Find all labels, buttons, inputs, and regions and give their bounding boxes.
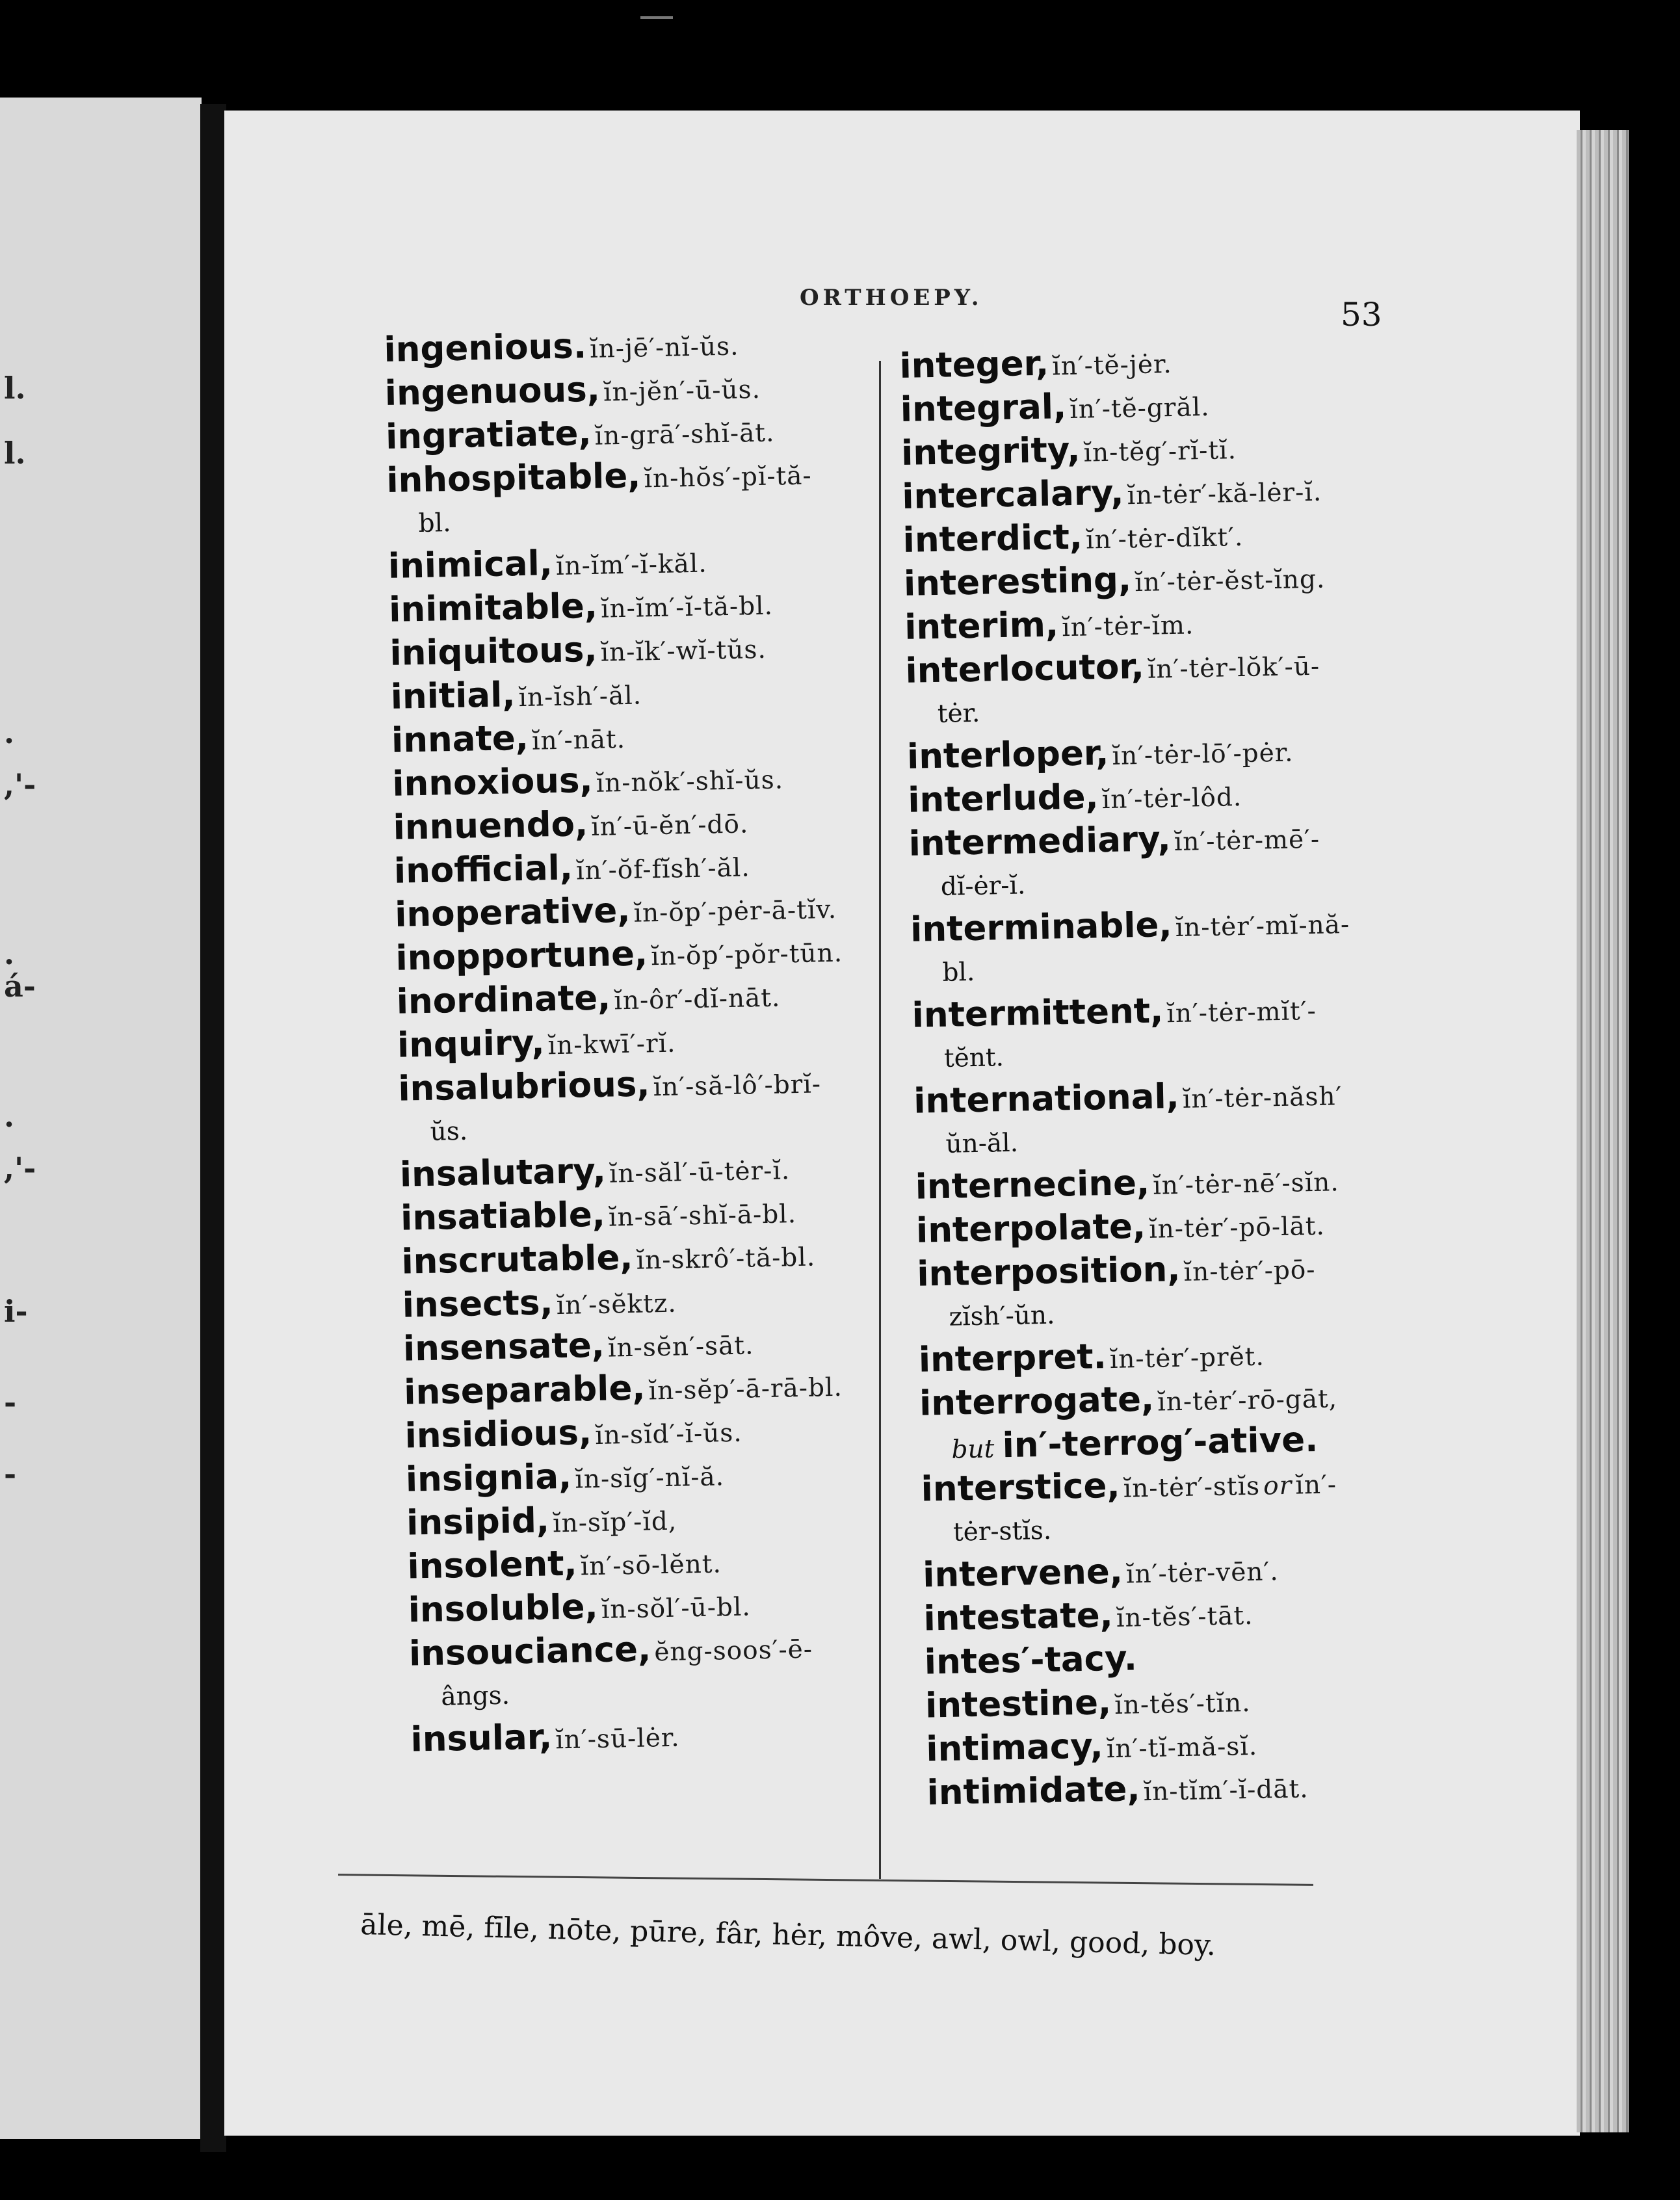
entry-pronunciation: ĭn-ĭk′-wĭ-tŭs. [600, 635, 767, 668]
dictionary-entry [910, 902, 1393, 997]
entry-headword: interesting, [903, 560, 1132, 604]
entry-headword: inimical, [387, 543, 553, 586]
entry-pronunciation: ĭn-ŏp′-pŏr-tūn. [650, 938, 843, 972]
entry-headword: insects, [402, 1283, 554, 1326]
entry-or: or [1263, 1471, 1293, 1501]
facing-page-fragment: á- [4, 969, 36, 1004]
entry-headword: intimidate, [926, 1769, 1141, 1813]
entry-headword: insalutary, [399, 1151, 607, 1195]
entry-derived-headword: in′-terrog′-ative. [1002, 1419, 1319, 1466]
entry-pronunciation: ĭn-tėr′-mĭ-nă- [1175, 910, 1350, 943]
entry-pronunciation: ĭn-ĭm′-ĭ-tă-bl. [600, 591, 774, 624]
facing-page-fragment: i- [4, 1294, 28, 1329]
entry-continuation: bl. [418, 508, 451, 539]
entry-continuation: ŭn-ăl. [945, 1128, 1019, 1159]
entry-pronunciation: ĭn-grā′-shĭ-āt. [594, 418, 775, 451]
entry-headword: inscrutable, [400, 1237, 634, 1282]
entry-pronunciation: ĭn′-tĭ-mă-sĭ. [1106, 1731, 1258, 1764]
entry-headword: intestate, [923, 1595, 1114, 1639]
entry-pronunciation: ĭn′-tėr-dĭkt′. [1085, 522, 1244, 555]
entry-headword: insoluble, [408, 1587, 599, 1630]
page-stack-edge [1577, 130, 1629, 2132]
dictionary-entry [410, 1712, 876, 1765]
entry-pronunciation: ĭn-hŏs′-pĭ-tă- [644, 461, 813, 494]
entry-headword: inoperative, [394, 890, 631, 935]
entry-pronunciation: ĭn′-sō-lĕnt. [580, 1549, 722, 1582]
entry-headword: interlocutor, [904, 646, 1145, 691]
entry-pronunciation: ĭn-sĕp′-ā-rā-bl. [648, 1372, 843, 1406]
entry-continuation: bl. [942, 957, 975, 988]
entry-headword: initial, [390, 675, 516, 717]
entry-pronunciation: ĭn′-să-lô′-brĭ- [653, 1069, 822, 1103]
entry-headword: interlude, [907, 777, 1099, 820]
entry-pronunciation: ĭn′-tėr-vēn′. [1125, 1557, 1280, 1590]
entry-pronunciation: ĭn-skrô′-tă-bl. [636, 1242, 816, 1276]
entry-pronunciation: ĭn-tėr′-pō- [1183, 1255, 1316, 1287]
entry-pronunciation: ĭn′-ū-ĕn′-dō. [590, 809, 749, 843]
entry-headword: integrity, [900, 430, 1081, 473]
dictionary-entry [917, 1247, 1399, 1342]
facing-page-fragment: ,'- [4, 767, 36, 802]
entry-pronunciation: ĭn′-tėr-lôd. [1101, 783, 1242, 815]
entry-headword: intermediary, [908, 819, 1172, 864]
entry-pronunciation: ĭn-kwī′-rĭ. [547, 1028, 676, 1061]
dictionary-entry [398, 1062, 864, 1157]
facing-page-fragment: - [4, 1456, 17, 1491]
right-word-column [899, 339, 1408, 1818]
facing-page-fragment: l. [4, 436, 26, 471]
entry-continuation: dĭ-ėr-ĭ. [940, 871, 1026, 902]
entry-headword: interstice, [921, 1465, 1121, 1510]
entry-continuation: tėr-stĭs. [952, 1515, 1052, 1547]
entry-pronunciation: ĭn-sŏl′-ū-bl. [601, 1592, 752, 1625]
entry-continuation: tĕnt. [943, 1043, 1004, 1073]
entry-pronunciation: ĭn-tėr′-stĭs [1123, 1471, 1261, 1504]
entry-headword: international, [913, 1076, 1180, 1121]
entry-headword: intimacy, [925, 1726, 1104, 1770]
dictionary-entry [386, 453, 852, 548]
facing-page-fragment: - [4, 1385, 17, 1420]
dictionary-entry [908, 817, 1391, 911]
entry-headword: insignia, [405, 1456, 572, 1500]
entry-pronunciation: ĭn′-ŏf-fĭsh′-ăl. [575, 853, 751, 886]
entry-headword: inordinate, [396, 978, 611, 1022]
entry-headword: intervene, [922, 1551, 1123, 1595]
entry-pronunciation: ĭn′-tėr-mĭt′- [1166, 996, 1317, 1029]
entry-headword: interrogate, [919, 1379, 1155, 1424]
entry-pronunciation-alt: ĭn′- [1294, 1470, 1337, 1500]
entry-headword: inofficial, [393, 848, 573, 891]
entry-headword: innate, [391, 718, 529, 761]
page-number: 53 [1341, 296, 1382, 334]
dictionary-entry [404, 1365, 869, 1418]
dictionary-entry [912, 988, 1394, 1083]
entry-pronunciation: ĭn-ĭsh′-ăl. [518, 681, 642, 713]
entry-headword: insidious, [404, 1413, 592, 1456]
entry-headword: intes′-tacy. [924, 1638, 1138, 1683]
entry-pronunciation: ĭn-tėr′-pō-lāt. [1148, 1211, 1326, 1244]
entry-headword: interposition, [916, 1249, 1181, 1294]
dictionary-entry [395, 931, 861, 984]
entry-headword: ingratiate, [385, 413, 592, 457]
entry-headword: interloper, [906, 733, 1109, 777]
entry-headword: integral, [900, 387, 1067, 430]
entry-continuation: tėr. [937, 698, 980, 729]
entry-pronunciation: ĭn-săl′-ū-tėr-ĭ. [609, 1156, 791, 1189]
entry-headword: intestine, [925, 1683, 1112, 1726]
running-head: ORTHOEPY. [800, 285, 983, 311]
facing-page-fragment: . [4, 936, 15, 971]
dictionary-entry [919, 1376, 1402, 1471]
entry-pronunciation: ĭn-tĭm′-ĭ-dāt. [1143, 1774, 1309, 1807]
entry-pronunciation: ĭn′-tĕ-grăl. [1069, 392, 1210, 425]
dictionary-entry [915, 1160, 1397, 1212]
entry-pronunciation: ĭn-tĕg′-rĭ-tĭ. [1083, 436, 1237, 468]
entry-pronunciation: ĭn-sā′-shĭ-ā-bl. [608, 1199, 797, 1233]
entry-pronunciation: ĭn-sĭd′-ĭ-ŭs. [594, 1418, 743, 1451]
entry-pronunciation: ĭn-tĕs′-tāt. [1116, 1601, 1253, 1633]
entry-pronunciation: ĭn′-tėr-lō′-pėr. [1112, 738, 1294, 771]
entry-headword: insalubrious, [397, 1064, 651, 1109]
entry-headword: insular, [410, 1717, 553, 1760]
facing-page-fragment: . [4, 715, 15, 750]
entry-pronunciation: ĭn-jē′-nĭ-ŭs. [589, 332, 739, 364]
entry-pronunciation: ĭn-tėr′-rō-gāt, [1157, 1384, 1338, 1417]
entry-headword: integer, [899, 343, 1049, 386]
entry-continuation: ângs. [440, 1681, 510, 1712]
dictionary-entry [902, 469, 1384, 522]
entry-headword: insensate, [402, 1325, 605, 1369]
entry-headword: innoxious, [391, 760, 594, 804]
entry-headword: intercalary, [901, 473, 1125, 517]
entry-pronunciation: ĭn-ôr′-dĭ-nāt. [613, 983, 781, 1016]
entry-headword: inimitable, [388, 586, 598, 630]
entry-continuation: zĭsh′-ŭn. [949, 1300, 1055, 1332]
entry-headword: intermittent, [912, 991, 1164, 1036]
entry-pronunciation: ĭn-jĕn′-ū-ŭs. [603, 374, 761, 408]
dictionary-entry [401, 1235, 867, 1287]
entry-headword: interpolate, [915, 1206, 1146, 1251]
entry-continuation: ŭs. [430, 1116, 468, 1147]
entry-pronunciation: ĭn-sĭp′-ĭd, [552, 1506, 677, 1539]
entry-pronunciation: ĭn-tĕs′-tĭn. [1114, 1688, 1251, 1721]
entry-headword: insouciance, [408, 1629, 651, 1674]
entry-headword: insatiable, [400, 1194, 606, 1238]
entry-headword: insolent, [406, 1543, 578, 1587]
entry-pronunciation: ĭn′-nāt. [531, 724, 626, 756]
entry-pronunciation: ĕng-soos′-ē- [653, 1634, 813, 1668]
entry-pronunciation: ĭn-sĭg′-nĭ-ă. [574, 1462, 725, 1495]
entry-continuation [920, 1421, 1402, 1467]
facing-page-fragment: l. [4, 371, 26, 406]
entry-headword: iniquitous, [389, 629, 598, 674]
entry-headword: interpret. [918, 1337, 1107, 1380]
entry-headword: inhospitable, [386, 456, 641, 501]
entry-headword: interminable, [910, 905, 1173, 950]
pronunciation-key: āle, mē, fīle, nōte, pūre, fâr, hėr, môve, awl, owl, good, boy. [360, 1908, 1216, 1963]
entry-pronunciation: ĭn′-tėr-lŏk′-ū- [1147, 651, 1320, 685]
dictionary-entry [903, 557, 1385, 609]
entry-pronunciation: ĭn-tėr′-prĕt. [1109, 1342, 1265, 1375]
entry-headword: inopportune, [395, 934, 648, 978]
entry-pronunciation: ĭn′-tėr-ĕst-ĭng. [1134, 564, 1326, 598]
facing-page-fragment: . [4, 1099, 15, 1134]
dictionary-entry [921, 1461, 1403, 1556]
entry-pronunciation: ĭn′-tĕ-jėr. [1051, 349, 1173, 382]
dictionary-entry [409, 1627, 875, 1722]
entry-pronunciation: ĭn′-sū-lėr. [555, 1723, 680, 1755]
entry-pronunciation: ĭn-sĕn′-sāt. [607, 1331, 754, 1363]
entry-headword: inseparable, [403, 1368, 646, 1413]
entry-but: but [951, 1434, 995, 1465]
entry-pronunciation: ĭn-tėr′-kă-lėr-ĭ. [1127, 477, 1322, 511]
dictionary-entry [913, 1074, 1396, 1169]
left-word-column [384, 322, 876, 1764]
entry-headword: ingenious. [383, 326, 587, 370]
entry-pronunciation: ĭn-nŏk′-shĭ-ŭs. [596, 765, 784, 798]
dictionary-entry [926, 1765, 1408, 1818]
entry-pronunciation: ĭn′-sĕktz. [556, 1289, 677, 1321]
entry-headword: innuendo, [393, 804, 588, 848]
entry-pronunciation: ĭn′-tėr-năsh′ [1182, 1082, 1343, 1114]
scan-artifact [640, 16, 673, 19]
entry-headword: ingenuous, [384, 369, 601, 413]
facing-page-fragment: ,'- [4, 1151, 36, 1186]
column-divider [879, 361, 881, 1879]
book-gutter [200, 104, 226, 2152]
entry-pronunciation: ĭn′-tėr-mē′- [1174, 824, 1320, 858]
entry-pronunciation: ĭn′-tėr-ĭm. [1061, 610, 1194, 643]
entry-pronunciation: ĭn′-tėr-nē′-sĭn. [1152, 1168, 1340, 1201]
entry-pronunciation: ĭn-ĭm′-ĭ-kăl. [555, 549, 708, 581]
entry-headword: insipid, [406, 1500, 550, 1543]
entry-headword: interdict, [902, 517, 1083, 560]
entry-headword: inquiry, [397, 1023, 545, 1066]
facing-page-edge [0, 98, 202, 2139]
entry-headword: internecine, [915, 1162, 1150, 1207]
entry-pronunciation: ĭn-ŏp′-pėr-ā-tĭv. [633, 895, 837, 928]
dictionary-entry [905, 644, 1387, 739]
entry-headword: interim, [904, 605, 1059, 648]
